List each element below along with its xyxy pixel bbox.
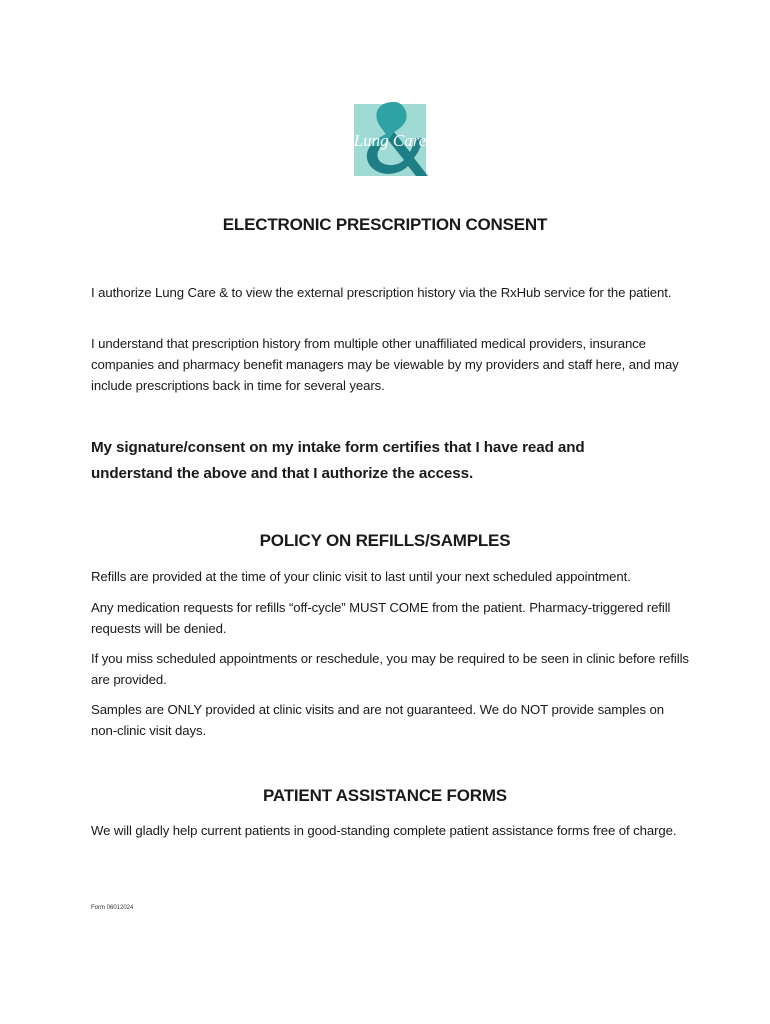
refills-title: POLICY ON REFILLS/SAMPLES <box>259 531 511 550</box>
assistance-paragraph-1: We will gladly help current patients in good-standing complete patient assistance forms free of charge. <box>91 823 677 838</box>
consent-title: ELECTRONIC PRESCRIPTION CONSENT <box>222 215 548 234</box>
refills-paragraph-4: Samples are ONLY provided at clinic visits and are not guaranteed. We do NOT provide samples on non-clinic visit days. <box>91 702 665 738</box>
refills-paragraph-2: Any medication requests for refills “off-cycle” MUST COME from the patient. Pharmacy-triggered refill requests will be denied. <box>91 600 671 636</box>
consent-statement: My signature/consent on my intake form certifies that I have read and understand the above and that I authorize the access. <box>91 439 585 482</box>
consent-paragraph-1: I authorize Lung Care & to view the external prescription history via the RxHub service for the patient. <box>91 285 672 300</box>
logo-ampersand-icon <box>334 100 446 180</box>
logo-text: Lung Care <box>353 131 427 150</box>
refills-paragraph-3: If you miss scheduled appointments or reschedule, you may be required to be seen in clinic before refills are provided. <box>91 651 689 687</box>
consent-paragraph-2: I understand that prescription history from multiple other unaffiliated medical providers, insurance companies and pharmacy benefit managers may be viewable by my providers and staff here, and may include prescriptions back in time for several years. <box>91 336 679 393</box>
assistance-title: PATIENT ASSISTANCE FORMS <box>263 786 507 805</box>
form-id-footer: Form 06012024 <box>91 905 134 911</box>
refills-paragraph-1: Refills are provided at the time of your clinic visit to last until your next scheduled appointment. <box>91 569 631 584</box>
lung-care-logo <box>334 100 446 180</box>
